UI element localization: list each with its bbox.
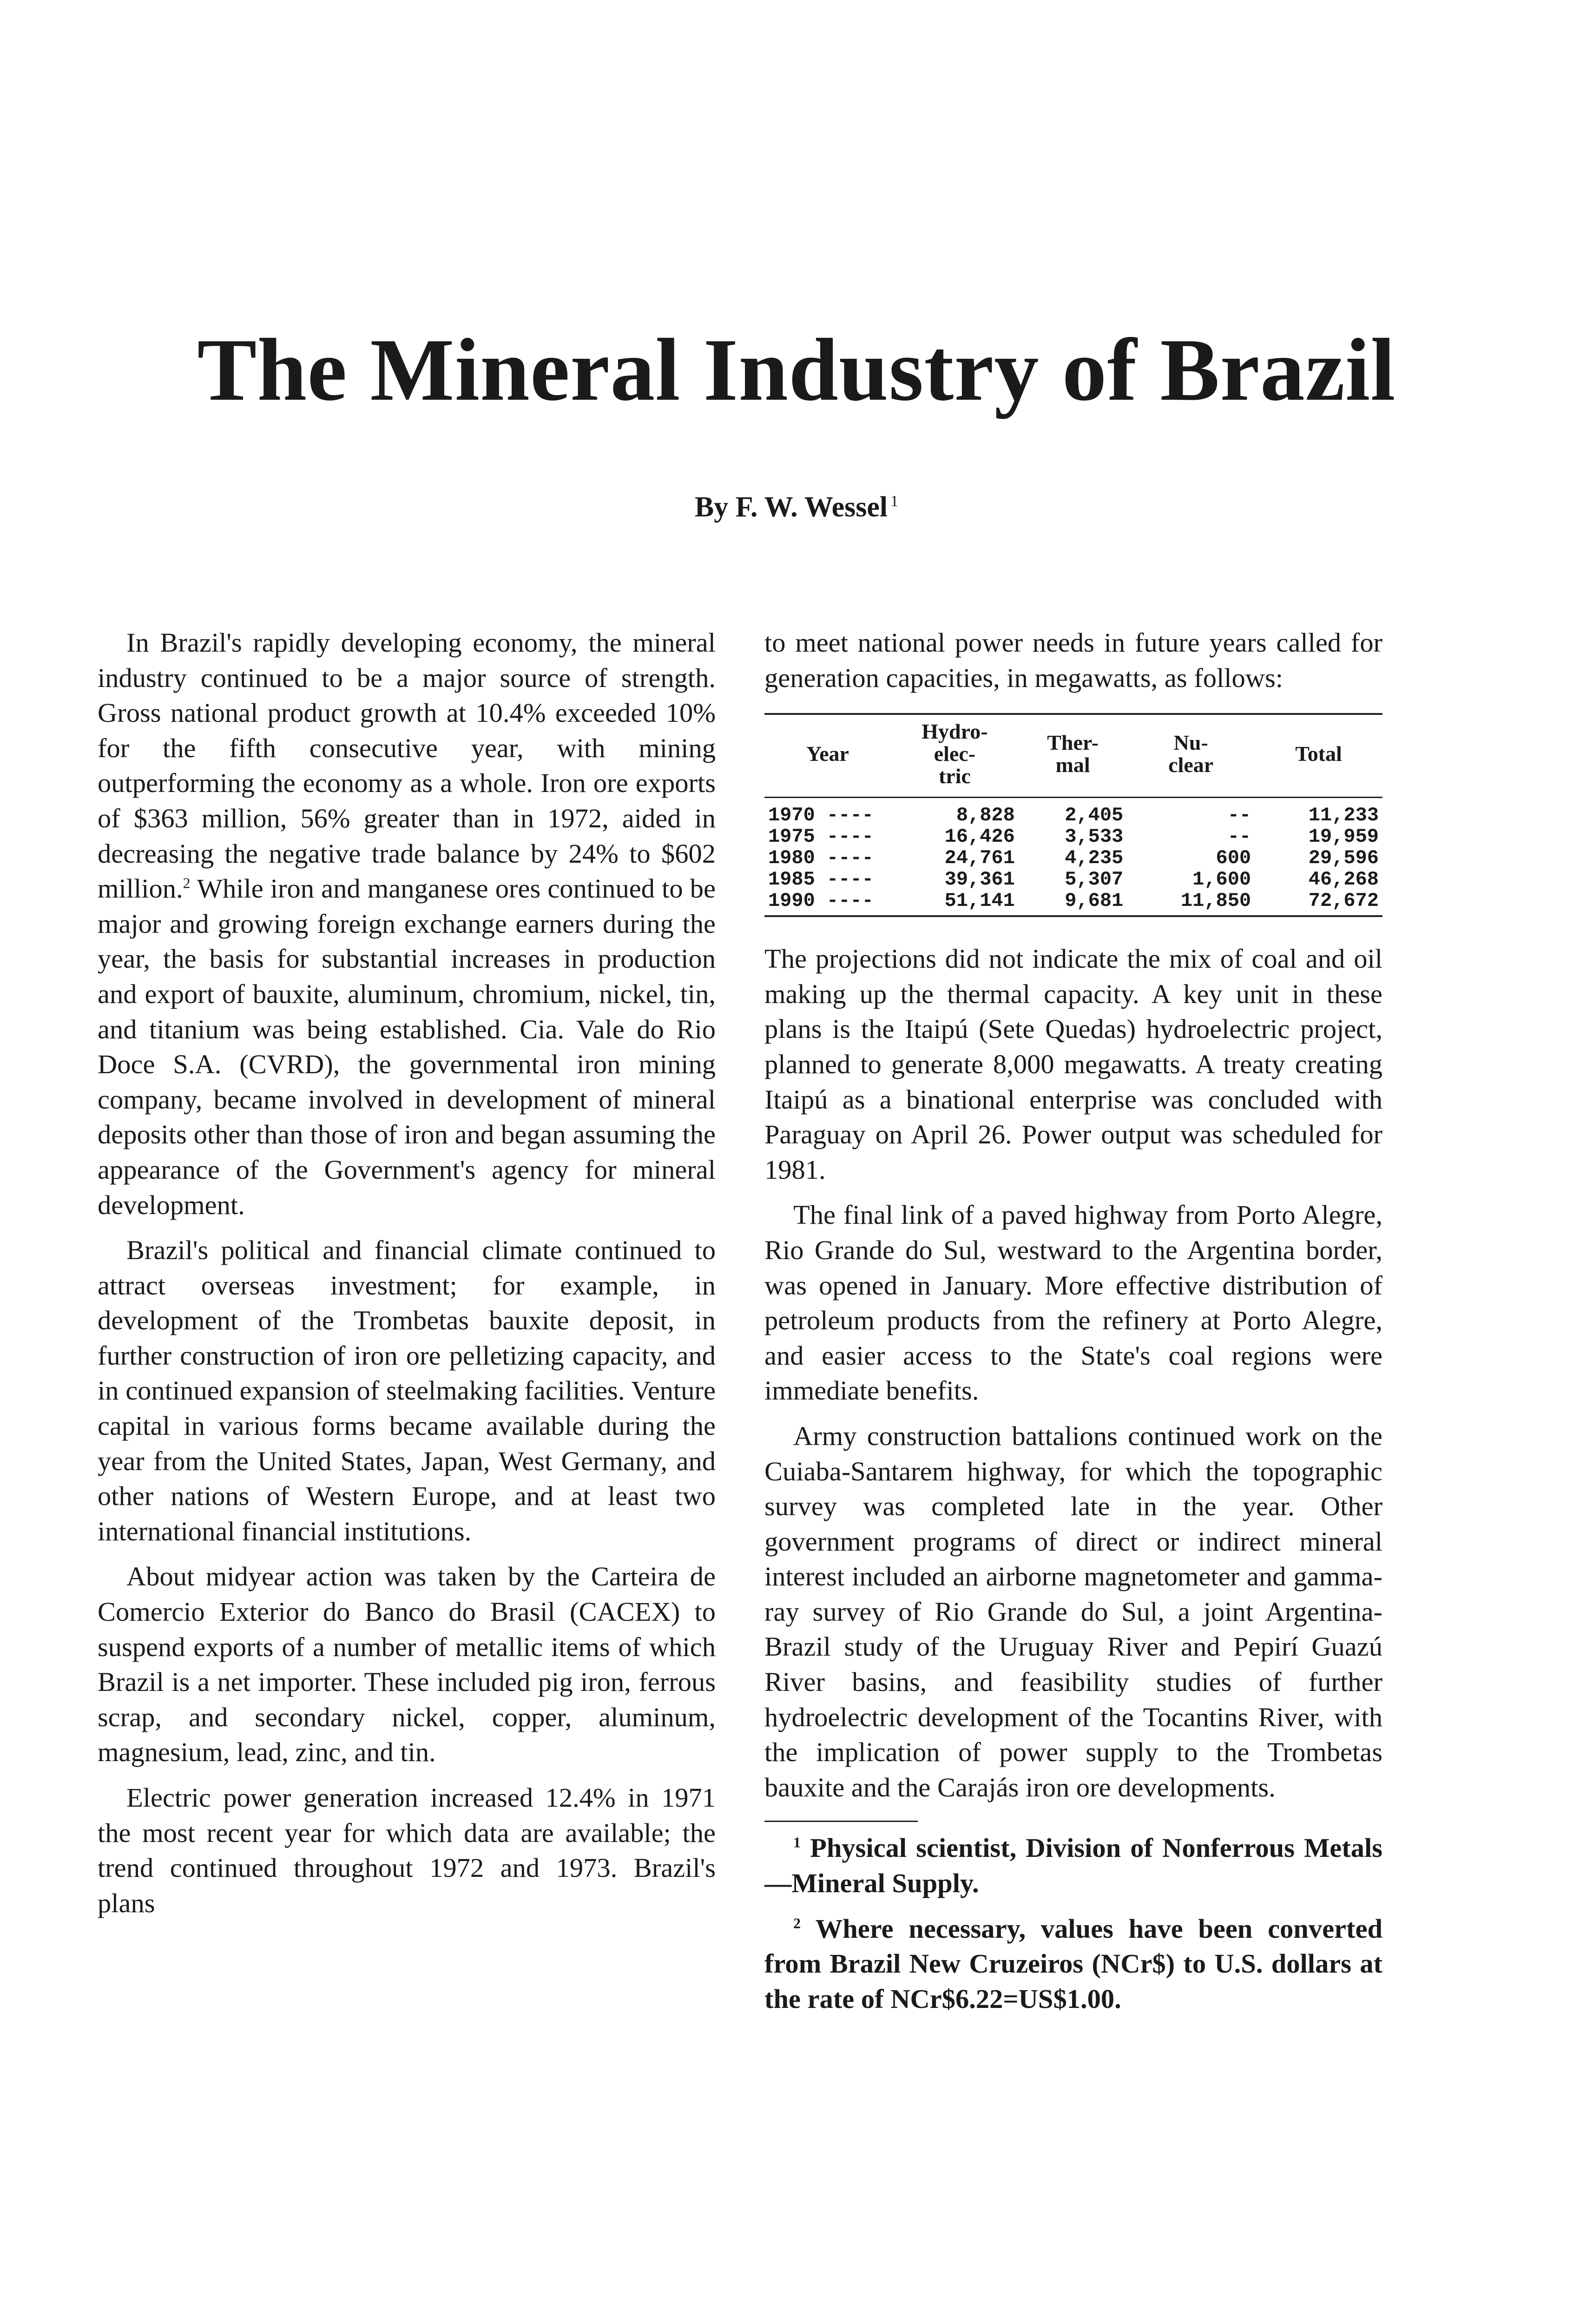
cell-thermal: 9,681 (1065, 890, 1124, 912)
paragraph-electric-power: Electric power generation increased 12.4% in 1971 the most recent year for which data are available; the trend continued throughout 1972 and 1973. Brazil's plans (98, 1783, 716, 1918)
cell-year: 1980 ---- (768, 847, 874, 870)
table-row (764, 890, 1382, 915)
paragraph-cacex: About midyear action was taken by the Carteira de Comercio Exterior do Banco do Brasil (CACEX) to suspend exports of a number of metallic items of which Brazil is a net importer. These included pig iron, ferrous scrap, and secondary nickel, copper, aluminum, magnesium, lead, zinc, and tin. (98, 1561, 716, 1768)
cell-total: 19,959 (1308, 825, 1379, 848)
byline (0, 493, 1593, 522)
article-title: The Mineral Industry of Brazil (197, 320, 1396, 419)
cell-year: 1990 ---- (768, 890, 874, 912)
table-row (764, 847, 1382, 869)
cell-hydro: 24,761 (944, 847, 1015, 870)
paragraph-power-needs: to meet national power needs in future years called for generation capacities, in megawatts, as follows: (764, 627, 1382, 693)
cell-year: 1985 ---- (768, 868, 874, 891)
generation-capacity-table (764, 715, 1382, 915)
paragraph-highway: The final link of a paved highway from Porto Alegre, Rio Grande do Sul, westward to the Argentina border, was opened in January. More effective distribution of petroleum products from the refinery at Porto Alegre, and easier access to the State's coal regions were immediate benefits. (764, 1200, 1382, 1406)
paragraph-economy-tail: While iron and manganese ores continued to be major and growing foreign exchange earners during the year, the basis for substantial increases in production and export of bauxite, aluminum, chromium, nickel, tin, and titanium was being established. Cia. Vale do Rio Doce S.A. (CVRD), the governmental iron mining company, became involved in development of mineral deposits other than those of iron and began assuming the appearance of the Government's agency for mineral development. (98, 873, 716, 1220)
paragraph-army-construction: Army construction battalions continued work on the Cuiaba-Santarem highway, for which the topographic survey was completed late in the year. Other government programs of direct or indirect mineral interest included an airborne magnetometer and gamma-ray survey of Rio Grande do Sul, a joint Argentina-Brazil study of the Uruguay River and Pepirí Guazú River basins, and feasibility studies of further hydroelectric development of the Tocantins River, with the implication of power supply to the Trombetas bauxite and the Carajás iron ore developments. (764, 1420, 1382, 1802)
paragraph-economy-text: In Brazil's rapidly developing economy, the mineral industry continued to be a major source of strength. Gross national product growth at 10.4% exceeded 10% for the fifth consecutive year, with mining outperforming the economy as a whole. Iron ore exports of $363 million, 56% greater than in 1972, aided in decreasing the negative trade balance by 24% to $602 million. (98, 627, 716, 904)
header-hydroelectric: Hydro- elec- tric (891, 715, 1019, 798)
cell-year: 1975 ---- (768, 825, 874, 848)
cell-nuclear: 1,600 (1192, 868, 1251, 891)
cell-thermal: 4,235 (1065, 847, 1124, 870)
cell-total: 46,268 (1308, 868, 1379, 891)
header-total: Total (1255, 715, 1382, 798)
header-year: Year (764, 715, 891, 798)
cell-hydro: 39,361 (944, 868, 1015, 891)
cell-total: 11,233 (1308, 804, 1379, 827)
byline-footnote-mark: 1 (890, 493, 899, 510)
cell-nuclear: -- (1227, 804, 1251, 827)
cell-nuclear: 11,850 (1180, 890, 1251, 912)
footnote-1: $^1$ Physical scientist, Division of Nonferrous Metals—Mineral Supply. (764, 1833, 1383, 1899)
header-nuclear: Nu- clear (1127, 715, 1255, 798)
footnote-mark-2: 2 (183, 874, 191, 891)
paragraph-economy (98, 625, 716, 1222)
cell-hydro: 51,141 (944, 890, 1015, 912)
cell-thermal: 3,533 (1065, 825, 1124, 848)
cell-nuclear: 600 (1216, 847, 1251, 870)
paragraph-itaipu: The projections did not indicate the mix of coal and oil making up the thermal capacity. A key unit in these plans is the Itaipú (Sete Quedas) hydroelectric project, planned to generate 8,000 megawatts. A treaty creating Itaipú as a binational enterprise was concluded with Paraguay on April 26. Power output was scheduled for 1981. (764, 944, 1382, 1185)
cell-year: 1970 ---- (768, 804, 874, 827)
footnote-divider (764, 1821, 918, 1822)
cell-thermal: 5,307 (1065, 868, 1124, 891)
cell-hydro: 16,426 (944, 825, 1015, 848)
generation-capacity-table-wrapper (764, 713, 1382, 917)
cell-hydro: 8,828 (956, 804, 1015, 827)
table-header-row (764, 715, 1382, 798)
cell-total: 72,672 (1308, 890, 1379, 912)
right-column (764, 625, 1382, 2027)
paragraph-investment: Brazil's political and financial climate continued to attract overseas investment; for example, in development of the Trombetas bauxite deposit, in further construction of iron ore pelletizing capacity, and in continued expansion of steelmaking facilities. Venture capital in various forms became available during the year from the United States, Japan, West Germany, and other nations of Western Europe, and at least two international financial institutions. (98, 1235, 716, 1546)
cell-thermal: 2,405 (1065, 804, 1124, 827)
byline-author: By F. W. Wessel (694, 491, 888, 523)
table-row (764, 826, 1382, 847)
footnote-2: $^2$ Where necessary, values have been converted from Brazil New Cruzeiros (NCr$) to U.S. dollars at the rate of NCr$6.22=US$1.00. (764, 1913, 1382, 2014)
table-row (764, 798, 1382, 826)
header-thermal: Ther- mal (1019, 715, 1127, 798)
left-column (98, 625, 716, 1931)
table-row (764, 869, 1382, 890)
cell-nuclear: -- (1227, 825, 1251, 848)
cell-total: 29,596 (1308, 847, 1379, 870)
